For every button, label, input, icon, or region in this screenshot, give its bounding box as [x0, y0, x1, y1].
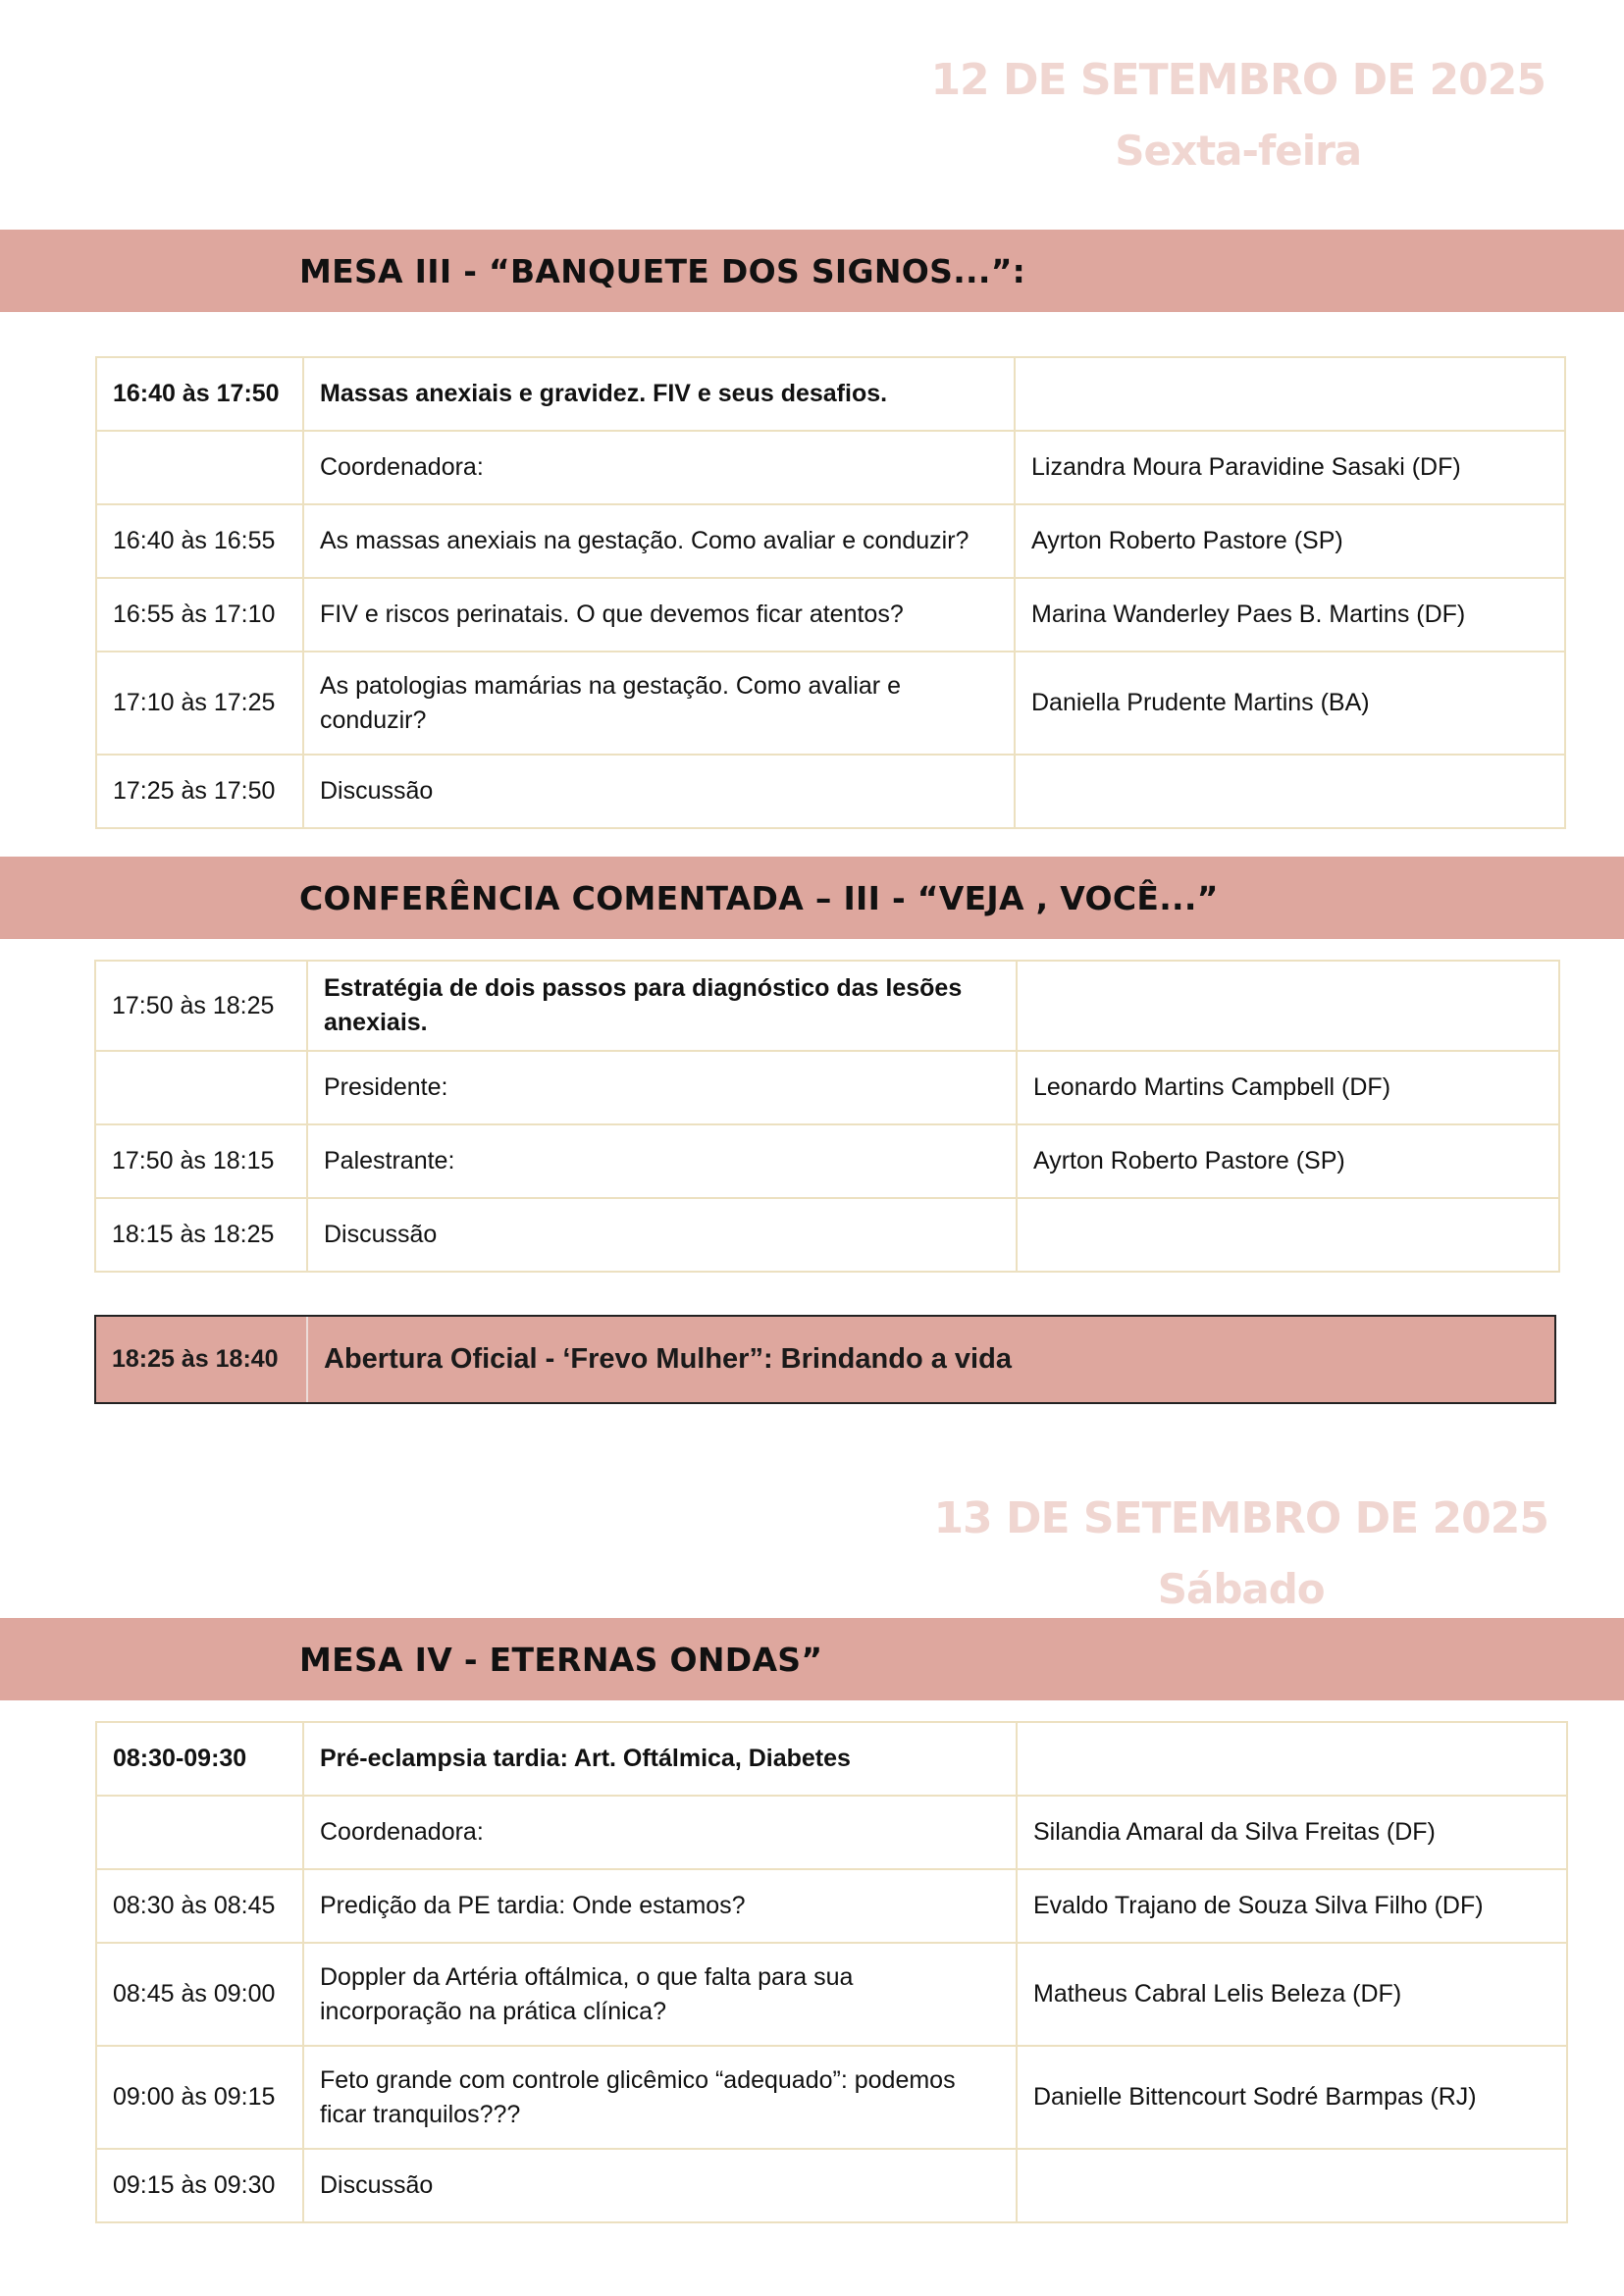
- table-row: [96, 431, 1565, 504]
- row-speaker: Marina Wanderley Paes B. Martins (DF): [1015, 578, 1565, 652]
- table-row: [96, 1796, 1567, 1869]
- row-speaker: Evaldo Trajano de Souza Silva Filho (DF): [1017, 1869, 1567, 1943]
- row-speaker: Leonardo Martins Campbell (DF): [1017, 1051, 1559, 1124]
- mesa3-title: MESA III - “BANQUETE DOS SIGNOS...”:: [299, 251, 1026, 290]
- mesa4-banner: [0, 1618, 1624, 1700]
- row-speaker: Ayrton Roberto Pastore (SP): [1015, 504, 1565, 578]
- conf3-title: CONFERÊNCIA COMENTADA – III - “VEJA , VOCÊ...”: [299, 878, 1219, 917]
- mesa4-schedule-table: [95, 1721, 1568, 2223]
- row-topic: Doppler da Artéria oftálmica, o que falta para sua incorporação na prática clínica?: [303, 1943, 1017, 2046]
- row-speaker: [1017, 1198, 1559, 1272]
- mesa3-banner: [0, 230, 1624, 312]
- row-topic: Massas anexiais e gravidez. FIV e seus desafios.: [303, 357, 1015, 431]
- table-row: [96, 1869, 1567, 1943]
- conf3-banner: [0, 857, 1624, 939]
- row-topic: Palestrante:: [307, 1124, 1017, 1198]
- day1-date: 12 DE SETEMBRO DE 2025: [930, 55, 1545, 105]
- table-row: [96, 578, 1565, 652]
- row-speaker: [1017, 961, 1559, 1051]
- row-topic: Presidente:: [307, 1051, 1017, 1124]
- table-row: [96, 1943, 1567, 2046]
- table-row: [96, 357, 1565, 431]
- day2-weekday: Sábado: [1157, 1565, 1325, 1613]
- row-topic: Discussão: [303, 755, 1015, 828]
- day2-date-heading: [933, 1484, 1548, 1625]
- table-row: [96, 2149, 1567, 2222]
- table-row: [96, 755, 1565, 828]
- row-speaker: Daniella Prudente Martins (BA): [1015, 652, 1565, 755]
- row-time: 16:40 às 16:55: [96, 504, 303, 578]
- table-row: [96, 2046, 1567, 2149]
- row-speaker: Lizandra Moura Paravidine Sasaki (DF): [1015, 431, 1565, 504]
- row-topic: Estratégia de dois passos para diagnóstico das lesões anexiais.: [307, 961, 1017, 1051]
- row-time: 09:15 às 09:30: [96, 2149, 303, 2222]
- opening-time: 18:25 às 18:40: [96, 1317, 308, 1402]
- row-topic: Coordenadora:: [303, 431, 1015, 504]
- table-row: [95, 1198, 1559, 1272]
- row-time: [95, 1051, 307, 1124]
- row-speaker: Matheus Cabral Lelis Beleza (DF): [1017, 1943, 1567, 2046]
- mesa3-schedule-table: [95, 356, 1566, 829]
- table-row: [96, 1722, 1567, 1796]
- row-topic: FIV e riscos perinatais. O que devemos ficar atentos?: [303, 578, 1015, 652]
- opening-label: Abertura Oficial - ‘Frevo Mulher”: Brindando a vida: [324, 1343, 1012, 1375]
- row-speaker: [1017, 1722, 1567, 1796]
- row-topic: Discussão: [307, 1198, 1017, 1272]
- row-time: [96, 431, 303, 504]
- conf3-schedule-table: [94, 960, 1560, 1273]
- row-speaker: Ayrton Roberto Pastore (SP): [1017, 1124, 1559, 1198]
- row-time: 16:40 às 17:50: [96, 357, 303, 431]
- row-speaker: [1015, 357, 1565, 431]
- table-row: [96, 652, 1565, 755]
- row-time: 08:30 às 08:45: [96, 1869, 303, 1943]
- row-time: 17:25 às 17:50: [96, 755, 303, 828]
- row-speaker: [1017, 2149, 1567, 2222]
- row-speaker: [1015, 755, 1565, 828]
- day1-weekday: Sexta-feira: [1115, 127, 1362, 175]
- mesa4-title: MESA IV - ETERNAS ONDAS”: [299, 1640, 823, 1679]
- row-time: 17:50 às 18:15: [95, 1124, 307, 1198]
- row-time: 09:00 às 09:15: [96, 2046, 303, 2149]
- row-speaker: Danielle Bittencourt Sodré Barmpas (RJ): [1017, 2046, 1567, 2149]
- row-topic: Discussão: [303, 2149, 1017, 2222]
- row-topic: Pré-eclampsia tardia: Art. Oftálmica, Diabetes: [303, 1722, 1017, 1796]
- day2-date: 13 DE SETEMBRO DE 2025: [933, 1493, 1548, 1543]
- opening-ceremony-row: [94, 1315, 1556, 1404]
- row-time: 18:15 às 18:25: [95, 1198, 307, 1272]
- day1-date-heading: [930, 45, 1545, 186]
- row-topic: As patologias mamárias na gestação. Como avaliar e conduzir?: [303, 652, 1015, 755]
- row-time: 08:30-09:30: [96, 1722, 303, 1796]
- row-topic: Feto grande com controle glicêmico “adequado”: podemos ficar tranquilos???: [303, 2046, 1017, 2149]
- row-time: 08:45 às 09:00: [96, 1943, 303, 2046]
- row-speaker: Silandia Amaral da Silva Freitas (DF): [1017, 1796, 1567, 1869]
- table-row: [95, 961, 1559, 1051]
- row-topic: Coordenadora:: [303, 1796, 1017, 1869]
- row-topic: As massas anexiais na gestação. Como avaliar e conduzir?: [303, 504, 1015, 578]
- row-topic: Predição da PE tardia: Onde estamos?: [303, 1869, 1017, 1943]
- row-time: 16:55 às 17:10: [96, 578, 303, 652]
- table-row: [95, 1124, 1559, 1198]
- row-time: 17:10 às 17:25: [96, 652, 303, 755]
- row-time: 17:50 às 18:25: [95, 961, 307, 1051]
- table-row: [95, 1051, 1559, 1124]
- table-row: [96, 504, 1565, 578]
- row-time: [96, 1796, 303, 1869]
